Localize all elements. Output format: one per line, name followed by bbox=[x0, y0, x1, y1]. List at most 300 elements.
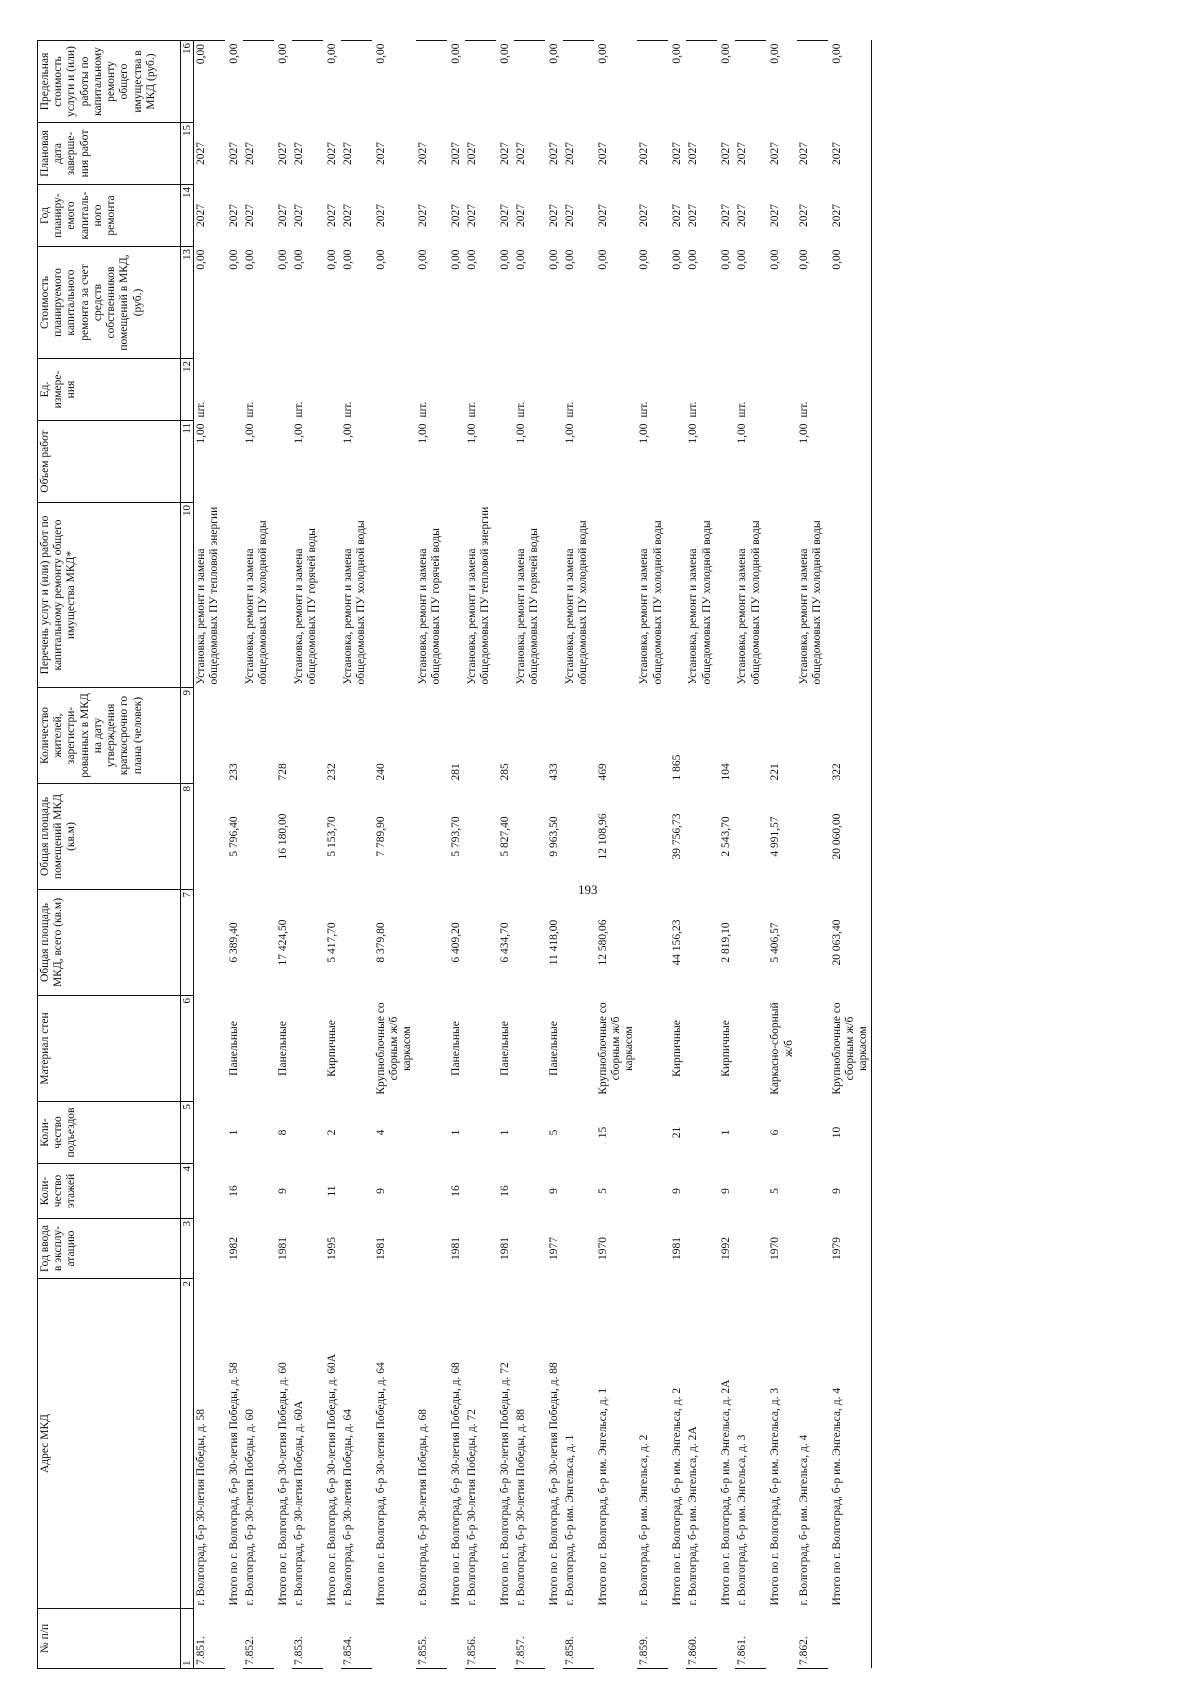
column-number: 10 bbox=[181, 503, 194, 688]
cell-entr bbox=[563, 1102, 594, 1164]
cell-mat bbox=[341, 996, 372, 1102]
cell-cost: 0,00 bbox=[828, 247, 872, 359]
cell-entr: 10 bbox=[828, 1102, 872, 1164]
cell-area-total: 5 417,70 bbox=[326, 922, 338, 963]
cell-vol bbox=[828, 421, 872, 503]
total-row bbox=[668, 41, 686, 1669]
cell-mat: Кирпичные bbox=[720, 1020, 733, 1077]
cell-end: 2027 bbox=[416, 142, 429, 165]
column-header: Объем работ bbox=[38, 421, 181, 503]
cell-unit: шт. bbox=[293, 401, 305, 418]
cell-end: 2027 bbox=[736, 142, 749, 165]
cell-limit: 0,00 bbox=[375, 43, 387, 64]
cell-year: 1992 bbox=[720, 1237, 733, 1260]
cell-mat bbox=[735, 996, 766, 1102]
cell-plan-year: 2027 bbox=[736, 204, 749, 227]
cell-entr bbox=[341, 1102, 372, 1164]
cell-entr: 4 bbox=[375, 1129, 387, 1136]
cell-plan-year: 2027 bbox=[465, 204, 478, 227]
cell-people: 1 865 bbox=[671, 754, 684, 781]
cell-unit: шт. bbox=[563, 401, 576, 418]
cell-cost: 0,00 bbox=[228, 249, 240, 270]
cell-unit: шт. bbox=[797, 401, 810, 418]
cell-unit: шт. bbox=[244, 401, 256, 418]
cell-floors bbox=[637, 1164, 668, 1219]
cell-area-total bbox=[797, 890, 828, 996]
cell-cost: 0,00 bbox=[277, 249, 289, 270]
cell-people bbox=[416, 688, 447, 784]
cell-area-rooms bbox=[292, 784, 323, 890]
cell-vol: 1,00 bbox=[244, 423, 256, 444]
cell-unit: шт. bbox=[465, 401, 478, 418]
table-row bbox=[341, 41, 372, 1669]
cell-mat: Крупноблочные со сборным ж/б каркасом bbox=[596, 1002, 636, 1095]
cell-n: 7.853. bbox=[292, 1609, 323, 1669]
cell-area-total: 12 580,06 bbox=[596, 919, 609, 966]
cell-entr bbox=[416, 1102, 447, 1164]
cell-addr: Итого по г. Волгоград, б-р 30-летия Победы, д. 60 bbox=[277, 1362, 289, 1606]
cell-limit: 0,00 bbox=[449, 43, 462, 64]
cell-entr: 2 bbox=[326, 1129, 338, 1136]
column-header: № п/п bbox=[38, 1609, 181, 1669]
cell-n: 7.851. bbox=[194, 1609, 226, 1669]
cell-floors: 16 bbox=[449, 1185, 462, 1197]
cell-entr bbox=[465, 1102, 496, 1164]
total-row bbox=[323, 41, 341, 1669]
cell-area-total: 17 424,50 bbox=[277, 919, 289, 966]
cell-area-rooms bbox=[735, 784, 766, 890]
cell-plan-year: 2027 bbox=[498, 204, 511, 227]
cell-cost: 0,00 bbox=[638, 249, 651, 270]
cell-floors bbox=[341, 1164, 372, 1219]
cell-limit bbox=[797, 41, 828, 123]
cell-area-total bbox=[194, 890, 226, 996]
cell-end: 2027 bbox=[375, 142, 387, 165]
cell-mat: Кирпичные bbox=[671, 1020, 684, 1077]
cell-unit: шт. bbox=[195, 401, 207, 418]
cell-work bbox=[668, 503, 686, 688]
cell-entr: 1 bbox=[720, 1129, 733, 1136]
cell-mat: Крупноблочные со сборным ж/б каркасом bbox=[375, 1002, 414, 1095]
cell-area-rooms bbox=[341, 784, 372, 890]
cell-area-total: 6 434,70 bbox=[498, 922, 511, 963]
cell-entr: 1 bbox=[449, 1129, 462, 1136]
cell-year bbox=[797, 1219, 828, 1279]
cell-vol: 1,00 bbox=[687, 423, 700, 444]
cell-n bbox=[766, 1609, 796, 1669]
cell-people bbox=[686, 688, 717, 784]
cell-plan-year: 2027 bbox=[195, 204, 207, 227]
cell-end: 2027 bbox=[638, 142, 651, 165]
cell-cost: 0,00 bbox=[736, 249, 749, 270]
cell-limit: 0,00 bbox=[498, 43, 511, 64]
cell-year bbox=[341, 1219, 372, 1279]
cell-n: 7.856. bbox=[465, 1609, 496, 1669]
cell-people: 104 bbox=[720, 763, 733, 781]
table-row bbox=[194, 41, 226, 1669]
cell-area-total bbox=[637, 890, 668, 996]
column-header: Стоимость планируемого капитального ремонта за счет средств собственников помещений в МКД, (руб.) bbox=[38, 247, 181, 359]
cell-vol: 1,00 bbox=[342, 423, 354, 444]
column-number: 2 bbox=[181, 1279, 194, 1609]
cell-mat bbox=[292, 996, 323, 1102]
cell-n bbox=[668, 1609, 686, 1669]
cell-end: 2027 bbox=[342, 142, 354, 165]
cell-plan-year: 2027 bbox=[449, 204, 462, 227]
cell-entr bbox=[735, 1102, 766, 1164]
cell-plan-year: 2027 bbox=[638, 204, 651, 227]
cell-n bbox=[717, 1609, 735, 1669]
cell-work: Установка, ремонт и замена общедомовых ПУ горячей воды bbox=[514, 528, 540, 685]
cell-work: Установка, ремонт и замена общедомовых ПУ горячей воды bbox=[416, 528, 442, 685]
cell-entr: 6 bbox=[769, 1129, 782, 1136]
cell-vol: 1,00 bbox=[563, 423, 576, 444]
cell-end: 2027 bbox=[514, 142, 527, 165]
cell-limit: 0,00 bbox=[671, 43, 684, 64]
cell-year: 1981 bbox=[277, 1237, 289, 1260]
total-row bbox=[594, 41, 638, 1669]
cell-end: 2027 bbox=[195, 142, 207, 165]
cell-plan-year: 2027 bbox=[828, 185, 872, 247]
cell-year bbox=[563, 1219, 594, 1279]
cell-end: 2027 bbox=[277, 142, 289, 165]
cell-mat: Панельные bbox=[449, 1021, 462, 1076]
cell-area-rooms bbox=[465, 784, 496, 890]
cell-limit bbox=[416, 41, 447, 123]
cell-end: 2027 bbox=[563, 142, 576, 165]
cell-unit bbox=[372, 359, 416, 421]
cell-unit: шт. bbox=[342, 401, 354, 418]
cell-unit: шт. bbox=[514, 401, 527, 418]
cell-vol bbox=[274, 421, 292, 503]
cell-vol bbox=[225, 421, 243, 503]
cell-cost: 0,00 bbox=[797, 249, 810, 270]
column-header: Плановая дата заверше-ния работ bbox=[38, 123, 181, 185]
cell-year: 1970 bbox=[596, 1237, 609, 1260]
cell-work: Установка, ремонт и замена общедомовых ПУ горячей воды bbox=[293, 528, 319, 685]
column-header: Общая площадь помещений МКД (кв.м) bbox=[38, 784, 181, 890]
cell-people: 728 bbox=[277, 763, 289, 781]
cell-cost: 0,00 bbox=[547, 249, 560, 270]
column-header: Адрес МКД bbox=[38, 1279, 181, 1609]
cell-area-total bbox=[686, 890, 717, 996]
cell-n bbox=[372, 1609, 416, 1669]
cell-end: 2027 bbox=[326, 142, 338, 165]
cell-n: 7.862. bbox=[797, 1609, 828, 1669]
cell-floors bbox=[514, 1164, 545, 1219]
header-row bbox=[38, 41, 181, 1669]
cell-addr: г. Волгоград, б-р 30-летия Победы, д. 88 bbox=[514, 1409, 527, 1606]
cell-n bbox=[594, 1609, 638, 1669]
cell-people bbox=[797, 688, 828, 784]
cell-limit bbox=[514, 41, 545, 123]
cell-area-total bbox=[243, 890, 274, 996]
cell-end: 2027 bbox=[828, 123, 872, 185]
cell-limit: 0,00 bbox=[326, 43, 338, 64]
cell-n: 7.860. bbox=[686, 1609, 717, 1669]
cell-vol: 1,00 bbox=[195, 423, 207, 444]
cell-year bbox=[465, 1219, 496, 1279]
cell-limit bbox=[563, 41, 594, 123]
cell-n bbox=[545, 1609, 563, 1669]
cell-end: 2027 bbox=[687, 142, 700, 165]
cell-mat bbox=[563, 996, 594, 1102]
cell-n: 7.857. bbox=[514, 1609, 545, 1669]
cell-plan-year: 2027 bbox=[563, 204, 576, 227]
cell-addr: г. Волгоград, б-р 30-летия Победы, д. 58 bbox=[195, 1409, 207, 1606]
column-number: 15 bbox=[181, 123, 194, 185]
cell-vol: 1,00 bbox=[465, 423, 478, 444]
table-row bbox=[563, 41, 594, 1669]
cell-area-total: 2 819,10 bbox=[720, 922, 733, 963]
cell-n bbox=[447, 1609, 465, 1669]
cell-work: Установка, ремонт и замена общедомовых ПУ тепловой энергии bbox=[465, 506, 491, 685]
total-row bbox=[766, 41, 796, 1669]
cell-floors: 9 bbox=[828, 1164, 872, 1219]
repair-plan-table bbox=[37, 40, 872, 1669]
cell-year: 1981 bbox=[671, 1237, 684, 1260]
column-header: Коли-чество этажей bbox=[38, 1164, 181, 1219]
cell-plan-year: 2027 bbox=[596, 204, 609, 227]
cell-cost: 0,00 bbox=[687, 249, 700, 270]
cell-work: Установка, ремонт и замена общедомовых ПУ холодной воды bbox=[342, 520, 368, 685]
cell-people: 233 bbox=[228, 763, 240, 781]
cell-area-rooms: 39 756,73 bbox=[671, 813, 684, 860]
cell-people: 285 bbox=[498, 763, 511, 781]
cell-n bbox=[496, 1609, 514, 1669]
cell-n: 7.861. bbox=[735, 1609, 766, 1669]
cell-floors: 16 bbox=[228, 1185, 240, 1197]
total-row bbox=[717, 41, 735, 1669]
cell-vol bbox=[594, 421, 638, 503]
cell-area-rooms bbox=[563, 784, 594, 890]
cell-unit: шт. bbox=[638, 401, 651, 418]
cell-mat bbox=[416, 996, 447, 1102]
column-header: Перечень услуг и (или) работ по капитальному ремонту общего имущества МКД* bbox=[38, 503, 181, 688]
cell-limit bbox=[243, 41, 274, 123]
cell-area-total bbox=[465, 890, 496, 996]
cell-cost: 0,00 bbox=[563, 249, 576, 270]
cell-cost: 0,00 bbox=[244, 249, 256, 270]
cell-mat bbox=[465, 996, 496, 1102]
cell-floors bbox=[416, 1164, 447, 1219]
cell-work bbox=[594, 503, 638, 688]
cell-area-rooms: 9 963,50 bbox=[547, 816, 560, 857]
cell-unit bbox=[828, 359, 872, 421]
cell-area-rooms: 5 793,70 bbox=[449, 816, 462, 857]
cell-end: 2027 bbox=[797, 142, 810, 165]
cell-work bbox=[496, 503, 514, 688]
cell-area-rooms bbox=[686, 784, 717, 890]
cell-unit bbox=[496, 359, 514, 421]
cell-entr: 1 bbox=[498, 1129, 511, 1136]
column-header: Год планиру-емого капиталь-ного ремонта bbox=[38, 185, 181, 247]
cell-year: 1979 bbox=[828, 1219, 872, 1279]
table-row bbox=[686, 41, 717, 1669]
cell-cost: 0,00 bbox=[514, 249, 527, 270]
cell-area-total bbox=[416, 890, 447, 996]
rotated-table-container bbox=[37, 41, 1073, 1669]
cell-floors bbox=[465, 1164, 496, 1219]
cell-n bbox=[828, 1609, 872, 1669]
cell-unit bbox=[447, 359, 465, 421]
cell-year: 1982 bbox=[228, 1237, 240, 1260]
table-row bbox=[465, 41, 496, 1669]
column-header: Количество жителей, зарегистри-рованных в МКД на дату утверждения краткосрочно го плана (человек) bbox=[38, 688, 181, 784]
cell-plan-year: 2027 bbox=[797, 204, 810, 227]
table-body bbox=[194, 41, 872, 1669]
cell-mat bbox=[514, 996, 545, 1102]
cell-area-rooms bbox=[797, 784, 828, 890]
cell-limit: 0,00 bbox=[596, 43, 609, 64]
cell-addr: Итого по г. Волгоград, б-р 30-летия Победы, д. 88 bbox=[547, 1362, 560, 1606]
cell-vol bbox=[323, 421, 341, 503]
cell-work: Установка, ремонт и замена общедомовых ПУ холодной воды bbox=[563, 520, 589, 685]
table-row bbox=[416, 41, 447, 1669]
cell-limit bbox=[735, 41, 766, 123]
column-number: 4 bbox=[181, 1164, 194, 1219]
cell-entr bbox=[514, 1102, 545, 1164]
cell-cost: 0,00 bbox=[769, 249, 782, 270]
cell-area-total bbox=[292, 890, 323, 996]
cell-addr: г. Волгоград, б-р им. Энгельса, д. 1 bbox=[563, 1434, 576, 1606]
cell-mat: Кирпичные bbox=[326, 1020, 338, 1077]
cell-area-rooms: 4 991,57 bbox=[769, 816, 782, 857]
cell-people bbox=[194, 688, 226, 784]
cell-work bbox=[274, 503, 292, 688]
cell-addr: г. Волгоград, б-р им. Энгельса, д. 4 bbox=[797, 1434, 810, 1606]
cell-unit bbox=[225, 359, 243, 421]
cell-work bbox=[447, 503, 465, 688]
cell-addr: г. Волгоград, б-р 30-летия Победы, д. 68 bbox=[416, 1409, 429, 1606]
cell-area-total bbox=[563, 890, 594, 996]
cell-unit: шт. bbox=[687, 401, 700, 418]
cell-year bbox=[416, 1219, 447, 1279]
column-number: 6 bbox=[181, 996, 194, 1102]
cell-unit bbox=[545, 359, 563, 421]
cell-work bbox=[545, 503, 563, 688]
cell-year: 1995 bbox=[326, 1237, 338, 1260]
column-number: 8 bbox=[181, 784, 194, 890]
column-number: 16 bbox=[181, 41, 194, 123]
cell-year bbox=[686, 1219, 717, 1279]
cell-year bbox=[514, 1219, 545, 1279]
cell-vol: 1,00 bbox=[638, 423, 651, 444]
cell-limit: 0,00 bbox=[769, 43, 782, 64]
table-row bbox=[637, 41, 668, 1669]
cell-n: 7.852. bbox=[243, 1609, 274, 1669]
cell-year bbox=[292, 1219, 323, 1279]
cell-cost: 0,00 bbox=[449, 249, 462, 270]
cell-floors: 9 bbox=[720, 1188, 733, 1194]
column-number: 3 bbox=[181, 1219, 194, 1279]
cell-plan-year: 2027 bbox=[244, 204, 256, 227]
cell-work bbox=[828, 503, 872, 688]
cell-vol: 1,00 bbox=[797, 423, 810, 444]
column-header: Коли-чество подъездов bbox=[38, 1102, 181, 1164]
cell-floors bbox=[735, 1164, 766, 1219]
cell-mat bbox=[243, 996, 274, 1102]
cell-unit bbox=[668, 359, 686, 421]
cell-floors bbox=[292, 1164, 323, 1219]
cell-plan-year: 2027 bbox=[547, 204, 560, 227]
cell-addr: Итого по г. Волгоград, б-р им. Энгельса, д. 2А bbox=[720, 1379, 733, 1606]
column-number: 14 bbox=[181, 185, 194, 247]
table-row bbox=[797, 41, 828, 1669]
cell-cost: 0,00 bbox=[416, 249, 429, 270]
cell-vol bbox=[668, 421, 686, 503]
cell-end: 2027 bbox=[596, 142, 609, 165]
cell-area-rooms: 2 543,70 bbox=[720, 816, 733, 857]
cell-end: 2027 bbox=[449, 142, 462, 165]
cell-limit: 0,00 bbox=[228, 43, 240, 64]
cell-limit: 0,00 bbox=[828, 41, 872, 123]
column-header: Год ввода в эксплу-атацию bbox=[38, 1219, 181, 1279]
cell-floors: 9 bbox=[277, 1188, 289, 1194]
cell-area-total: 44 156,23 bbox=[671, 919, 684, 966]
table-row bbox=[735, 41, 766, 1669]
cell-vol bbox=[766, 421, 796, 503]
total-row bbox=[372, 41, 416, 1669]
cell-plan-year: 2027 bbox=[375, 204, 387, 227]
cell-end: 2027 bbox=[720, 142, 733, 165]
column-header: Общая площадь МКД, всего (кв.м) bbox=[38, 890, 181, 996]
cell-cost: 0,00 bbox=[596, 249, 609, 270]
cell-unit bbox=[717, 359, 735, 421]
cell-floors bbox=[243, 1164, 274, 1219]
cell-cost: 0,00 bbox=[720, 249, 733, 270]
cell-end: 2027 bbox=[465, 142, 478, 165]
column-header: Ед. измере-ния bbox=[38, 359, 181, 421]
cell-year: 1981 bbox=[375, 1237, 387, 1260]
cell-people: 232 bbox=[326, 763, 338, 781]
cell-end: 2027 bbox=[228, 142, 240, 165]
cell-cost: 0,00 bbox=[293, 249, 305, 270]
cell-unit bbox=[274, 359, 292, 421]
cell-area-rooms bbox=[637, 784, 668, 890]
column-number: 13 bbox=[181, 247, 194, 359]
cell-area-total: 6 389,40 bbox=[228, 922, 240, 963]
cell-work: Установка, ремонт и замена общедомовых ПУ холодной воды bbox=[736, 520, 762, 685]
cell-end: 2027 bbox=[769, 142, 782, 165]
cell-n bbox=[323, 1609, 341, 1669]
cell-year bbox=[243, 1219, 274, 1279]
cell-limit bbox=[465, 41, 496, 123]
cell-limit: 0,00 bbox=[194, 41, 226, 123]
cell-plan-year: 2027 bbox=[769, 204, 782, 227]
page-number: 193 bbox=[578, 882, 598, 897]
cell-people bbox=[563, 688, 594, 784]
cell-area-total: 20 063,40 bbox=[828, 890, 872, 996]
cell-unit bbox=[323, 359, 341, 421]
column-number: 7 bbox=[181, 890, 194, 996]
cell-plan-year: 2027 bbox=[228, 204, 240, 227]
cell-vol: 1,00 bbox=[736, 423, 749, 444]
cell-people bbox=[637, 688, 668, 784]
cell-year bbox=[637, 1219, 668, 1279]
cell-people bbox=[514, 688, 545, 784]
cell-addr: Итого по г. Волгоград, б-р 30-летия Победы, д. 58 bbox=[228, 1362, 240, 1606]
cell-entr: 1 bbox=[228, 1129, 240, 1136]
cell-cost: 0,00 bbox=[671, 249, 684, 270]
column-number: 12 bbox=[181, 359, 194, 421]
cell-floors: 5 bbox=[769, 1188, 782, 1194]
cell-people: 322 bbox=[828, 688, 872, 784]
cell-addr: Итого по г. Волгоград, б-р им. Энгельса, д. 1 bbox=[596, 1387, 609, 1606]
cell-unit: шт. bbox=[416, 401, 429, 418]
cell-area-total: 6 409,20 bbox=[449, 922, 462, 963]
cell-work bbox=[766, 503, 796, 688]
